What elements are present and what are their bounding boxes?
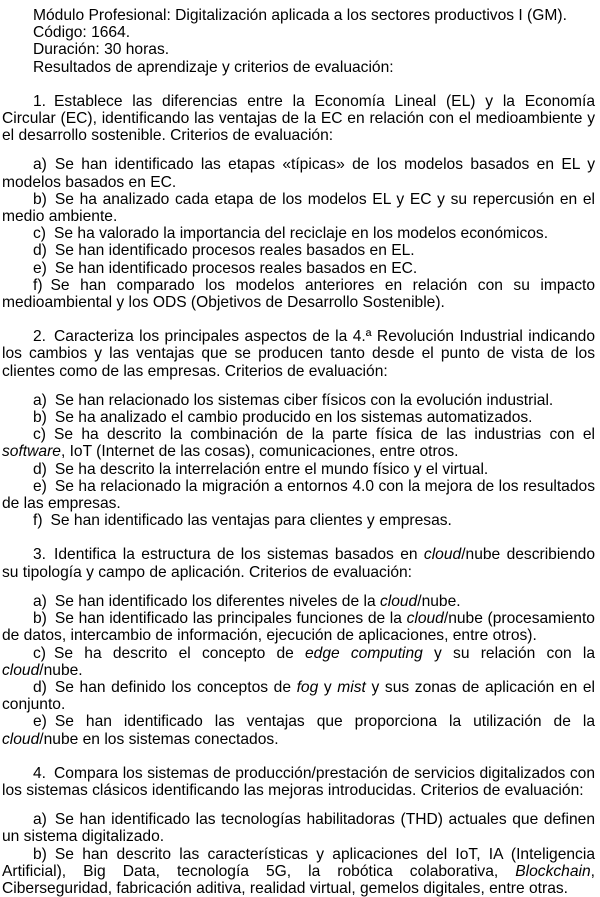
criteria-list	[2, 593, 595, 748]
learning-result	[2, 546, 595, 747]
result-number: 1.	[33, 92, 47, 110]
learning-result	[2, 328, 595, 529]
header-line: Duración: 30 horas.	[33, 41, 170, 59]
criterion-text: Se han identificado los diferentes niveles de la cloud/nube.	[54, 592, 461, 610]
criterion-item	[2, 225, 595, 242]
result-number: 4.	[33, 764, 47, 782]
criterion-letter: b)	[33, 409, 47, 427]
criterion-text: Se han definido los conceptos de fog y mist y sus zonas de aplicación en el conjunto.	[2, 678, 595, 714]
criterion-letter: b)	[33, 845, 47, 863]
criterion-text: Se han identificado las ventajas para clientes y empresas.	[50, 512, 452, 530]
criterion-item	[2, 645, 595, 679]
criterion-letter: a)	[33, 811, 47, 829]
criterion-text: Se han relacionado los sistemas ciber físicos con la evolución industrial.	[54, 391, 554, 409]
criterion-text: Se han identificado las etapas «típicas» de los modelos basados en EL y modelos basados en EC.	[2, 156, 595, 191]
criterion-text: Se ha descrito el concepto de edge computing y su relación con la cloud/nube.	[2, 644, 595, 679]
criterion-item	[2, 392, 595, 409]
criterion-item	[2, 593, 595, 610]
header-line: Código: 1664.	[33, 24, 131, 42]
criterion-letter: f)	[33, 276, 43, 294]
criterion-item	[2, 512, 595, 529]
learning-result-intro	[2, 328, 595, 380]
criterion-item	[2, 409, 595, 426]
criterion-text: Se han comparado los modelos anteriores en relación con su impacto medioambiental y los ODS (Objetivos de Desarrollo Sostenible).	[2, 276, 595, 312]
criterion-item	[2, 713, 595, 747]
criterion-text: Se ha relacionado la migración a entornos 4.0 con la mejora de los resultados de las empresas.	[2, 477, 595, 513]
criterion-letter: a)	[33, 156, 47, 174]
criterion-item	[2, 156, 595, 190]
criterion-text: Se ha descrito la combinación de la parte física de las industrias con el software, IoT (Internet de las cosas), comunicaciones, entre otros.	[2, 426, 595, 461]
criterion-text: Se ha analizado cada etapa de los modelos EL y EC y su repercusión en el medio ambiente.	[2, 190, 595, 226]
criterion-letter: f)	[33, 512, 43, 530]
header-line: Resultados de aprendizaje y criterios de evaluación:	[33, 58, 394, 76]
criterion-text: Se han identificado las principales funciones de la cloud/nube (procesamiento de datos, intercambio de información, ejecución de aplicaciones, entre otros).	[2, 610, 595, 645]
criterion-letter: d)	[33, 242, 47, 260]
criterion-text: Se han identificado las ventajas que proporciona la utilización de la cloud/nube en los sistemas conectados.	[2, 713, 595, 748]
result-intro-text: Caracteriza los principales aspectos de la 4.ª Revolución Industrial indicando los cambios y las ventajas que se producen tanto desde el punto de vista de los clientes como de las empresas. Criterios de evaluación:	[2, 328, 595, 380]
document-header	[2, 7, 595, 76]
criterion-item	[2, 846, 595, 897]
result-number: 3.	[33, 546, 47, 564]
criterion-item	[2, 277, 595, 311]
result-number: 2.	[33, 328, 47, 346]
criterion-item	[2, 242, 595, 259]
result-intro-text: Compara los sistemas de producción/prestación de servicios digitalizados con los sistemas clásicos identificando las mejoras introducidas. Criterios de evaluación:	[2, 764, 595, 799]
criterion-text: Se han identificado procesos reales basados en EC.	[54, 259, 418, 277]
criteria-list	[2, 156, 595, 311]
criterion-letter: a)	[33, 592, 47, 610]
criterion-letter: b)	[33, 610, 47, 628]
learning-result-intro	[2, 546, 595, 580]
header-line: Módulo Profesional: Digitalización aplicada a los sectores productivos I (GM).	[33, 7, 567, 24]
criterion-text: Se ha descrito la interrelación entre el mundo físico y el virtual.	[54, 460, 489, 478]
learning-result-intro	[2, 765, 595, 799]
criterion-letter: d)	[33, 460, 47, 478]
criterion-item	[2, 426, 595, 460]
criterion-item	[2, 191, 595, 225]
criterion-letter: c)	[33, 426, 46, 444]
criterion-item	[2, 679, 595, 713]
criterion-letter: e)	[33, 477, 47, 495]
criterion-letter: e)	[33, 713, 47, 731]
criterion-item	[2, 610, 595, 644]
learning-result	[2, 765, 595, 897]
criterion-letter: c)	[33, 225, 46, 243]
criterion-text: Se han identificado las tecnologías habilitadoras (THD) actuales que definen un sistema digitalizado.	[2, 811, 595, 846]
criterion-text: Se han identificado procesos reales basados en EL.	[54, 242, 415, 260]
criterion-item	[2, 478, 595, 512]
criteria-list	[2, 811, 595, 897]
result-intro-text: Identifica la estructura de los sistemas basados en cloud/nube describiendo su tipología y campo de aplicación. Criterios de evaluación:	[2, 546, 595, 581]
criterion-letter: e)	[33, 259, 47, 277]
criterion-letter: a)	[33, 391, 47, 409]
result-intro-text: Establece las diferencias entre la Economía Lineal (EL) y la Economía Circular (EC), identificando las ventajas de la EC en relación con el medioambiente y el desarrollo sostenible. Criterios de evaluación:	[2, 92, 595, 145]
criterion-letter: d)	[33, 678, 47, 696]
learning-results	[2, 93, 595, 897]
criterion-letter: b)	[33, 190, 47, 208]
criterion-text: Se ha valorado la importancia del reciclaje en los modelos económicos.	[54, 225, 549, 243]
criterion-text: Se han descrito las características y aplicaciones del IoT, IA (Inteligencia Artificial), Big Data, tecnología 5G, la robótica colaborativa, Blockchain, Ciberseguridad, fabricación aditiva, realidad virtual, gemelos digitales, entre otras.	[2, 845, 595, 897]
criterion-item	[2, 461, 595, 478]
criterion-item	[2, 260, 595, 277]
learning-result-intro	[2, 93, 595, 145]
criterion-item	[2, 811, 595, 845]
learning-result	[2, 93, 595, 311]
criterion-text: Se ha analizado el cambio producido en los sistemas automatizados.	[54, 409, 533, 427]
criterion-letter: c)	[33, 644, 46, 662]
criteria-list	[2, 392, 595, 530]
